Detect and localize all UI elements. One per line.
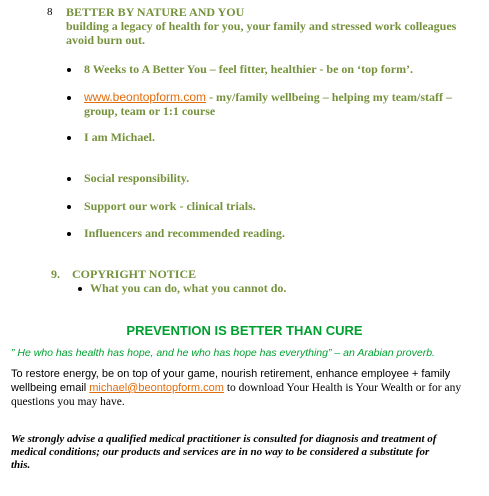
list-item-copyright: What you can do, what you cannot do. [90,281,287,295]
bullet-icon [67,232,71,236]
list-item-social-responsibility: Social responsibility. [84,171,190,185]
website-link[interactable]: www.beontopform.com [84,90,207,104]
bullet-icon [78,287,82,291]
list-item-michael: I am Michael. [84,130,155,144]
disclaimer-line3: this. [11,459,31,471]
wellbeing-text: wellbeing email [11,382,90,394]
disclaimer-line2: medical conditions; our products and services are in no way to be considered a substitute for [11,446,430,458]
bullet-icon [67,68,71,72]
bullet-icon [67,96,71,100]
bullet-icon [67,136,71,140]
arabian-proverb-quote: ” He who has health has hope, and he who has hope has everything” – an Arabian proverb. [11,347,435,359]
list-item-support: Support our work - clinical trials. [84,199,256,213]
section-8-subtitle-line2: avoid burn out. [66,33,146,47]
email-link[interactable]: michael@beontopform.com [89,382,224,394]
bullet-icon [67,177,71,181]
restore-energy-line2 [11,381,461,395]
bullet-icon [67,205,71,209]
website-item-text: - my/family wellbeing – helping my team/staff – [206,90,453,104]
section-9-title: COPYRIGHT NOTICE [72,267,197,281]
list-item-8-weeks: 8 Weeks to A Better You – feel fitter, healthier - be on ‘top form’. [84,62,414,76]
list-item-website-line2: group, team or 1:1 course [84,104,216,118]
restore-energy-line3: questions you may have. [11,396,125,408]
download-text: to download Your Health is Your Wealth or for any [223,382,462,394]
list-item-influencers: Influencers and recommended reading. [84,226,285,240]
section-8-subtitle-line1: building a legacy of health for you, your family and stressed work colleagues [66,19,457,33]
prevention-heading: PREVENTION IS BETTER THAN CURE [126,323,363,338]
disclaimer-line1: We strongly advise a qualified medical practitioner is consulted for diagnosis and treatment of [11,433,437,445]
restore-energy-line1: To restore energy, be on top of your game, nourish retirement, enhance employee + family [11,368,451,380]
section-8-title: BETTER BY NATURE AND YOU [66,5,245,19]
section-9-number: 9. [51,267,60,281]
list-item-website [84,90,452,104]
section-8-number: 8 [47,6,53,18]
